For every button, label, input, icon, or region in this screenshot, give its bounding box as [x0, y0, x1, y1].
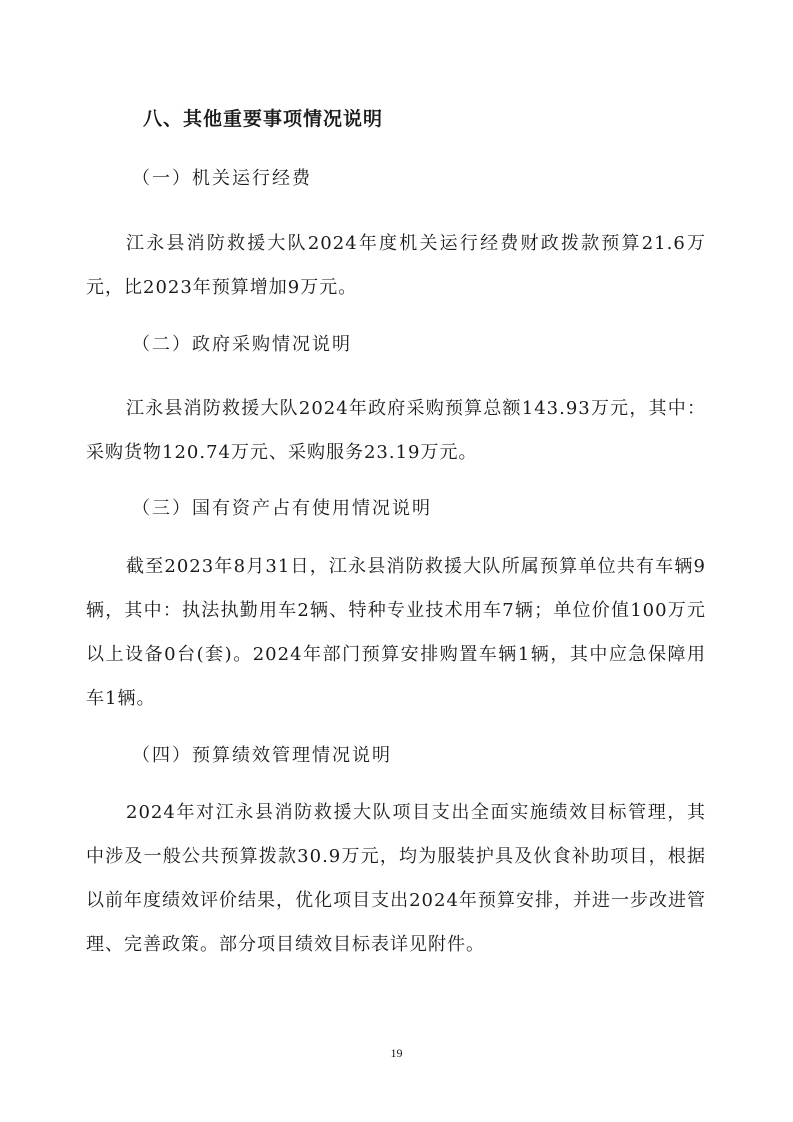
subsection-heading-4: （四）预算绩效管理情况说明	[132, 745, 392, 766]
section-title: 八、其他重要事项情况说明	[143, 108, 384, 130]
subsection-body-2: 江永县消防救援大队2024年政府采购预算总额143.93万元，其中：采购货物120.74万元、采购服务23.19万元。	[86, 398, 706, 463]
subsection-body-1: 江永县消防救援大队2024年度机关运行经费财政拨款预算21.6万元，比2023年预算增加9万元。	[86, 233, 706, 298]
subsection-heading-2: （二）政府采购情况说明	[132, 334, 352, 355]
subsection-body-3: 截至2023年8月31日，江永县消防救援大队所属预算单位共有车辆9辆，其中：执法执勤用车2辆、特种专业技术用车7辆；单位价值100万元以上设备0台(套)。2024年部门预算安排购置车辆1辆，其中应急保障用车1辆。	[86, 556, 706, 709]
page-number: 19	[390, 1046, 403, 1060]
subsection-body-4: 2024年对江永县消防救援大队项目支出全面实施绩效目标管理，其中涉及一般公共预算拨款30.9万元，均为服装护具及伙食补助项目，根据以前年度绩效评价结果，优化项目支出2024年预算安排，并进一步改进管理、完善政策。部分项目绩效目标表详见附件。	[86, 802, 706, 955]
subsection-heading-3: （三）国有资产占有使用情况说明	[132, 498, 432, 519]
subsection-heading-1: （一）机关运行经费	[132, 168, 312, 189]
